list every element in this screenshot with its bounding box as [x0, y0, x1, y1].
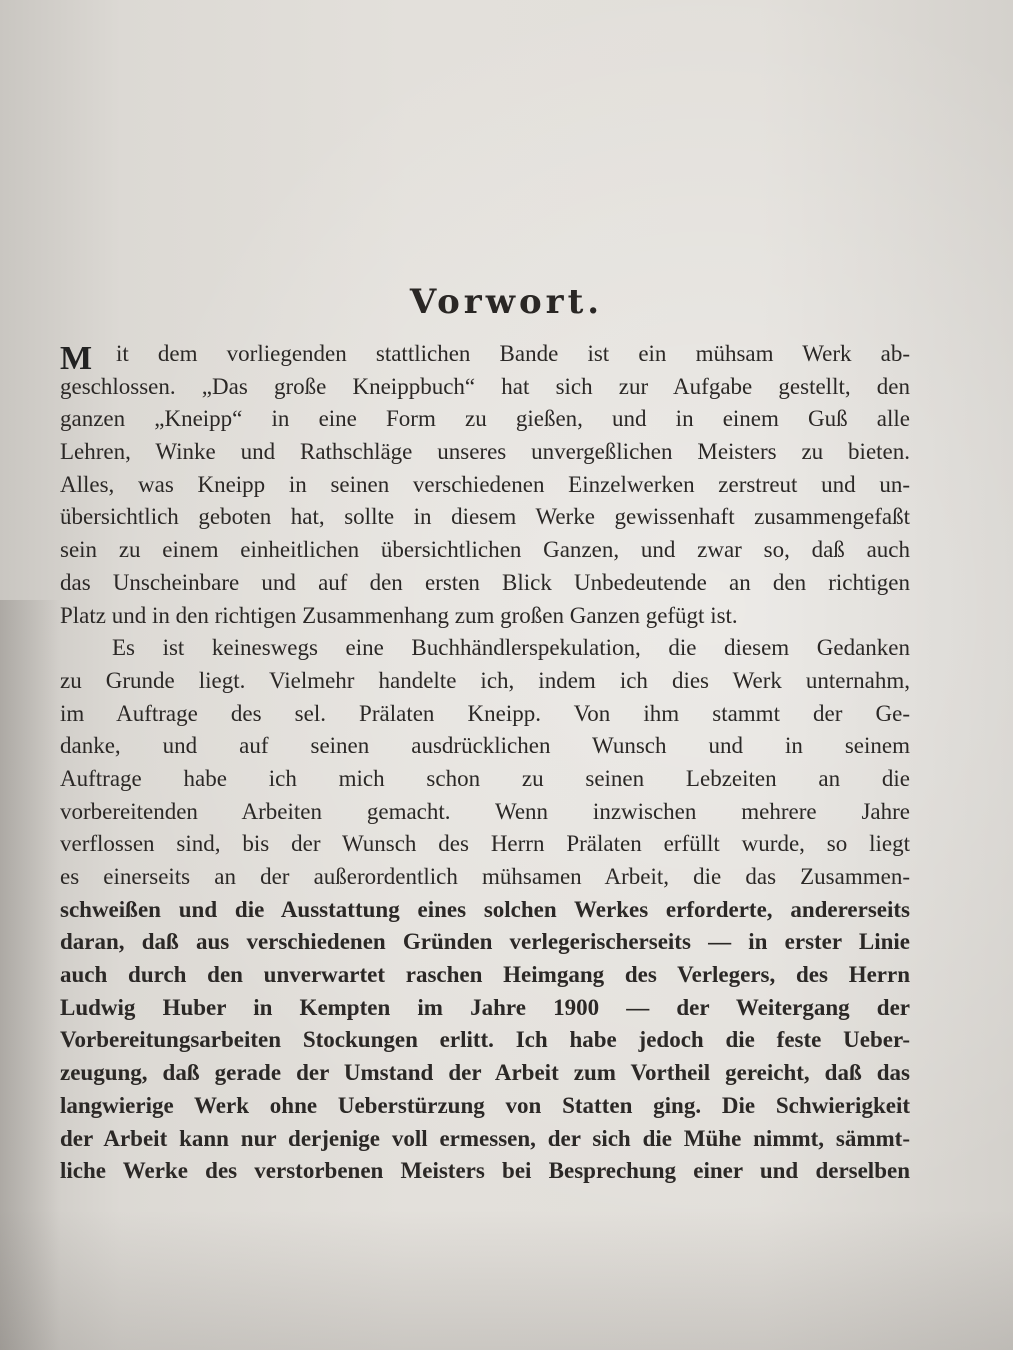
drop-cap: M	[60, 340, 93, 371]
text-line: auch durch den unverwartet raschen Heimgang des Verlegers, des Herrn	[60, 962, 910, 988]
text-line: verflossen sind, bis der Wunsch des Herrn Prälaten erfüllt wurde, so liegt	[60, 831, 910, 857]
text-line: Auftrage habe ich mich schon zu seinen Lebzeiten an die	[60, 765, 910, 791]
text-line: Es ist keineswegs eine Buchhändlerspekulation, die diesem Gedanken	[112, 635, 910, 661]
page-shadow-bottom	[0, 1210, 1013, 1350]
text-line: zeugung, daß gerade der Umstand der Arbeit zum Vortheil gereicht, daß das	[60, 1060, 910, 1086]
text-line: vorbereitenden Arbeiten gemacht. Wenn inzwischen mehrere Jahre	[60, 798, 910, 824]
text-line: Lehren, Winke und Rathschläge unseres unvergeßlichen Meisters zu bieten.	[60, 439, 910, 465]
text-line: schweißen und die Ausstattung eines solchen Werkes erforderte, andererseits	[60, 896, 910, 922]
text-line: M it dem vorliegenden stattlichen Bande ist ein mühsam Werk ab-	[60, 338, 910, 371]
body-text	[60, 338, 910, 1188]
text-line: der Arbeit kann nur derjenige voll ermessen, der sich die Mühe nimmt, sämmt-	[60, 1125, 910, 1151]
page-title: Vorwort.	[409, 282, 604, 322]
text-line: danke, und auf seinen ausdrücklichen Wunsch und in seinem	[60, 733, 910, 759]
text-line: Platz und in den richtigen Zusammenhang zum großen Ganzen gefügt ist.	[60, 602, 738, 628]
text-line: langwierige Werk ohne Ueberstürzung von Statten ging. Die Schwierigkeit	[60, 1092, 910, 1118]
text-line: liche Werke des verstorbenen Meisters bei Besprechung einer und derselben	[60, 1158, 910, 1184]
text-line: ganzen „Kneipp“ in eine Form zu gießen, und in einem Guß alle	[60, 406, 910, 432]
text-line: zu Grunde liegt. Vielmehr handelte ich, indem ich dies Werk unternahm,	[60, 667, 910, 693]
text-line: daran, daß aus verschiedenen Gründen verlegerischerseits — in erster Linie	[60, 929, 910, 955]
text-line: das Unscheinbare und auf den ersten Blick Unbedeutende an den richtigen	[60, 569, 910, 595]
text-line: geschlossen. „Das große Kneippbuch“ hat sich zur Aufgabe gestellt, den	[60, 373, 910, 399]
text-line: Ludwig Huber in Kempten im Jahre 1900 — der Weitergang der	[60, 994, 910, 1020]
text-line: sein zu einem einheitlichen übersichtlichen Ganzen, und zwar so, daß auch	[60, 537, 910, 563]
text-line: es einerseits an der außerordentlich mühsamen Arbeit, die das Zusammen-	[60, 864, 910, 889]
text-line: übersichtlich geboten hat, sollte in diesem Werke gewissenhaft zusammengefaßt	[60, 504, 910, 530]
text-line: Alles, was Kneipp in seinen verschiedenen Einzelwerken zerstreut und un-	[60, 471, 910, 497]
text-line: im Auftrage des sel. Prälaten Kneipp. Von ihm stammt der Ge-	[60, 700, 910, 726]
text-line: Vorbereitungsarbeiten Stockungen erlitt. Ich habe jedoch die feste Ueber-	[60, 1027, 910, 1053]
